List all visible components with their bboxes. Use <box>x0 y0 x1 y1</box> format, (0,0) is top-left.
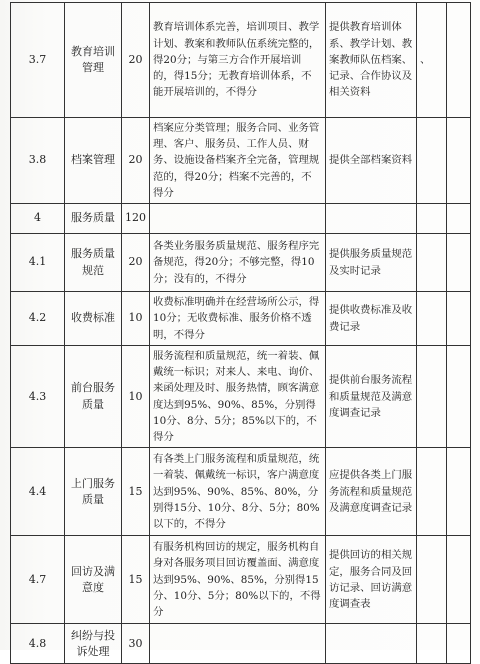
item-number: 4.1 <box>11 234 65 292</box>
item-name: 收费标准 <box>65 292 122 346</box>
item-mark <box>417 448 447 536</box>
item-materials: 提供回访的相关规定，服务合同及回访记录、回访满意度调查表 <box>326 536 417 624</box>
table-row <box>11 118 471 204</box>
empty-cell <box>447 448 471 536</box>
table-row <box>11 3 471 118</box>
item-mark <box>417 292 447 346</box>
item-number: 4.7 <box>11 536 65 624</box>
item-standard <box>150 204 326 234</box>
empty-cell <box>447 204 471 234</box>
table-row <box>11 234 471 292</box>
item-number: 4 <box>11 204 65 234</box>
item-standard: 有各类上门服务流程和质量规范，统一着装、佩戴统一标识，客户满意度达到95%、90%、85%、80%，分别得15分、10分、8分、5分；80%以下的，不得分 <box>150 448 326 536</box>
item-standard: 各类业务服务质量规范、服务程序完备规范，得20分；不够完整，得10分；没有的，不得分 <box>150 234 326 292</box>
table-row <box>11 624 471 664</box>
item-standard <box>150 624 326 664</box>
item-number: 3.7 <box>11 3 65 118</box>
item-materials: 提供全部档案资料 <box>326 118 417 204</box>
table-row <box>11 536 471 624</box>
item-name: 纠纷与投诉处理 <box>65 624 122 664</box>
empty-cell <box>447 118 471 204</box>
item-score: 15 <box>122 448 150 536</box>
table-row <box>11 346 471 448</box>
empty-cell <box>447 624 471 664</box>
item-mark <box>417 234 447 292</box>
item-standard: 教育培训体系完善，培训项目、教学计划、教案和教师队伍系统完整的，得20分；与第三方合作开展培训的，得15分；无教育培训体系，不能开展培训的，不得分 <box>150 3 326 118</box>
item-score: 20 <box>122 234 150 292</box>
item-name: 教育培训管理 <box>65 3 122 118</box>
item-name: 上门服务质量 <box>65 448 122 536</box>
item-materials: 提供教育培训体系、教学计划、教案教师队伍档案、记录、合作协议及相关资料 <box>326 3 417 118</box>
item-name: 服务质量规范 <box>65 234 122 292</box>
item-score: 30 <box>122 624 150 664</box>
item-name: 档案管理 <box>65 118 122 204</box>
item-materials: 提供前台服务流程和质量规范及满意度调查记录 <box>326 346 417 448</box>
item-number: 3.8 <box>11 118 65 204</box>
item-score: 10 <box>122 346 150 448</box>
item-name: 前台服务质量 <box>65 346 122 448</box>
item-mark <box>417 346 447 448</box>
item-materials: 应提供各类上门服务流程和质量规范及满意度调查记录 <box>326 448 417 536</box>
item-standard: 收费标准明确并在经营场所公示，得10分；无收费标准、服务价格不透明，不得分 <box>150 292 326 346</box>
table-row <box>11 292 471 346</box>
item-materials: 提供收费标准及收费记录 <box>326 292 417 346</box>
item-number: 4.8 <box>11 624 65 664</box>
item-standard: 档案应分类管理；服务合同、业务管理、客户、服务员、工作人员、财务、设施设备档案齐全完备，管理规范的，得20分；档案不完善的，不得分 <box>150 118 326 204</box>
item-score: 120 <box>122 204 150 234</box>
item-score: 10 <box>122 292 150 346</box>
empty-cell <box>447 346 471 448</box>
empty-cell <box>447 234 471 292</box>
category-row <box>11 204 471 234</box>
item-mark: 、 <box>417 3 447 118</box>
empty-cell <box>447 292 471 346</box>
item-name: 回访及满意度 <box>65 536 122 624</box>
item-number: 4.2 <box>11 292 65 346</box>
item-materials <box>326 624 417 664</box>
table-row <box>11 448 471 536</box>
item-standard: 有服务机构回访的规定，服务机构自身对各服务项目回访覆盖面、满意度达到95%、90%、85%，分别得15分、10分、5分；80%以下的，不得分 <box>150 536 326 624</box>
item-mark <box>417 204 447 234</box>
item-number: 4.3 <box>11 346 65 448</box>
empty-cell <box>447 3 471 118</box>
evaluation-table <box>10 2 471 664</box>
item-standard: 服务流程和质量规范，统一着装、佩戴统一标识；对来人、来电、询价、来函处理及时、服务热情，顾客满意度达到95%、90%、85%，分别得10分、8分、5分；85%以下的，不得分 <box>150 346 326 448</box>
item-materials <box>326 204 417 234</box>
empty-cell <box>447 536 471 624</box>
item-materials: 提供服务质量规范及实时记录 <box>326 234 417 292</box>
item-mark <box>417 624 447 664</box>
item-score: 15 <box>122 536 150 624</box>
item-score: 20 <box>122 3 150 118</box>
item-mark <box>417 118 447 204</box>
item-name: 服务质量 <box>65 204 122 234</box>
item-score: 20 <box>122 118 150 204</box>
item-mark <box>417 536 447 624</box>
item-number: 4.4 <box>11 448 65 536</box>
